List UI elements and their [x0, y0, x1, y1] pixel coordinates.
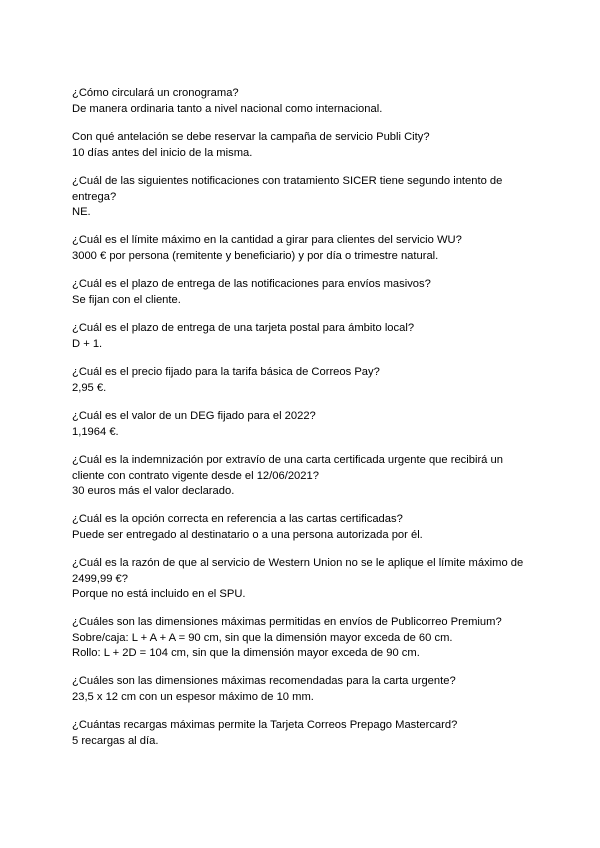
question: ¿Cuál es la razón de que al servicio de Western Union no se le aplique el límite máximo de 2499,99 €? — [72, 557, 524, 585]
answer: 5 recargas al día. — [72, 734, 159, 747]
qa-item — [72, 277, 534, 308]
qa-item — [72, 512, 534, 543]
question: ¿Cuál es el plazo de entrega de una tarjeta postal para ámbito local? — [72, 322, 415, 334]
question: ¿Cuáles son las dimensiones máximas permitidas en envíos de Publicorreo Premium? — [72, 616, 502, 628]
answer: Puede ser entregado al destinatario o a una persona autorizada por él. — [72, 528, 423, 541]
answer: 2,95 €. — [72, 381, 107, 394]
question: ¿Cuál es el límite máximo en la cantidad a girar para clientes del servicio WU? — [72, 234, 462, 246]
qa-item — [72, 174, 534, 221]
question: ¿Cuál es la indemnización por extravío de una carta certificada urgente que recibirá un cliente con contrato vigente desde el 12/06/2021? — [72, 454, 503, 482]
qa-item — [72, 674, 534, 705]
answer: Rollo: L + 2D = 104 cm, sin que la dimensión mayor exceda de 90 cm. — [72, 647, 420, 659]
answer: Porque no está incluido en el SPU. — [72, 588, 246, 600]
qa-item — [72, 556, 534, 603]
question: ¿Cuál es la opción correcta en referencia a las cartas certificadas? — [72, 513, 403, 525]
answer: Sobre/caja: L + A + A = 90 cm, sin que la dimensión mayor exceda de 60 cm. — [72, 631, 453, 644]
answer: D + 1. — [72, 337, 103, 350]
answer: De manera ordinaria tanto a nivel nacional como internacional. — [72, 102, 383, 115]
qa-item — [72, 615, 534, 662]
question: ¿Cuál es el valor de un DEG fijado para el 2022? — [72, 410, 316, 422]
qa-item — [72, 130, 534, 161]
answer: 10 días antes del inicio de la misma. — [72, 146, 253, 159]
answer: 1,1964 €. — [72, 425, 119, 438]
answer: Se fijan con el cliente. — [72, 293, 181, 306]
question: ¿Cuál de las siguientes notificaciones con tratamiento SICER tiene segundo intento de entrega? — [72, 175, 503, 203]
qa-item — [72, 365, 534, 396]
qa-item — [72, 718, 534, 749]
qa-item — [72, 453, 534, 500]
question: ¿Cómo circulará un cronograma? — [72, 87, 239, 99]
qa-item — [72, 409, 534, 440]
qa-item — [72, 321, 534, 352]
question: ¿Cuántas recargas máximas permite la Tarjeta Correos Prepago Mastercard? — [72, 719, 458, 731]
question: ¿Cuáles son las dimensiones máximas recomendadas para la carta urgente? — [72, 675, 456, 687]
question: ¿Cuál es el plazo de entrega de las notificaciones para envíos masivos? — [72, 278, 431, 290]
answer: 23,5 x 12 cm con un espesor máximo de 10 mm. — [72, 690, 314, 703]
question: ¿Cuál es el precio fijado para la tarifa básica de Correos Pay? — [72, 366, 380, 378]
question: Con qué antelación se debe reservar la campaña de servicio Publi City? — [72, 131, 430, 143]
answer: NE. — [72, 206, 91, 218]
qa-item — [72, 86, 534, 117]
qa-item — [72, 233, 534, 264]
answer: 30 euros más el valor declarado. — [72, 485, 235, 497]
answer: 3000 € por persona (remitente y beneficiario) y por día o trimestre natural. — [72, 249, 439, 262]
